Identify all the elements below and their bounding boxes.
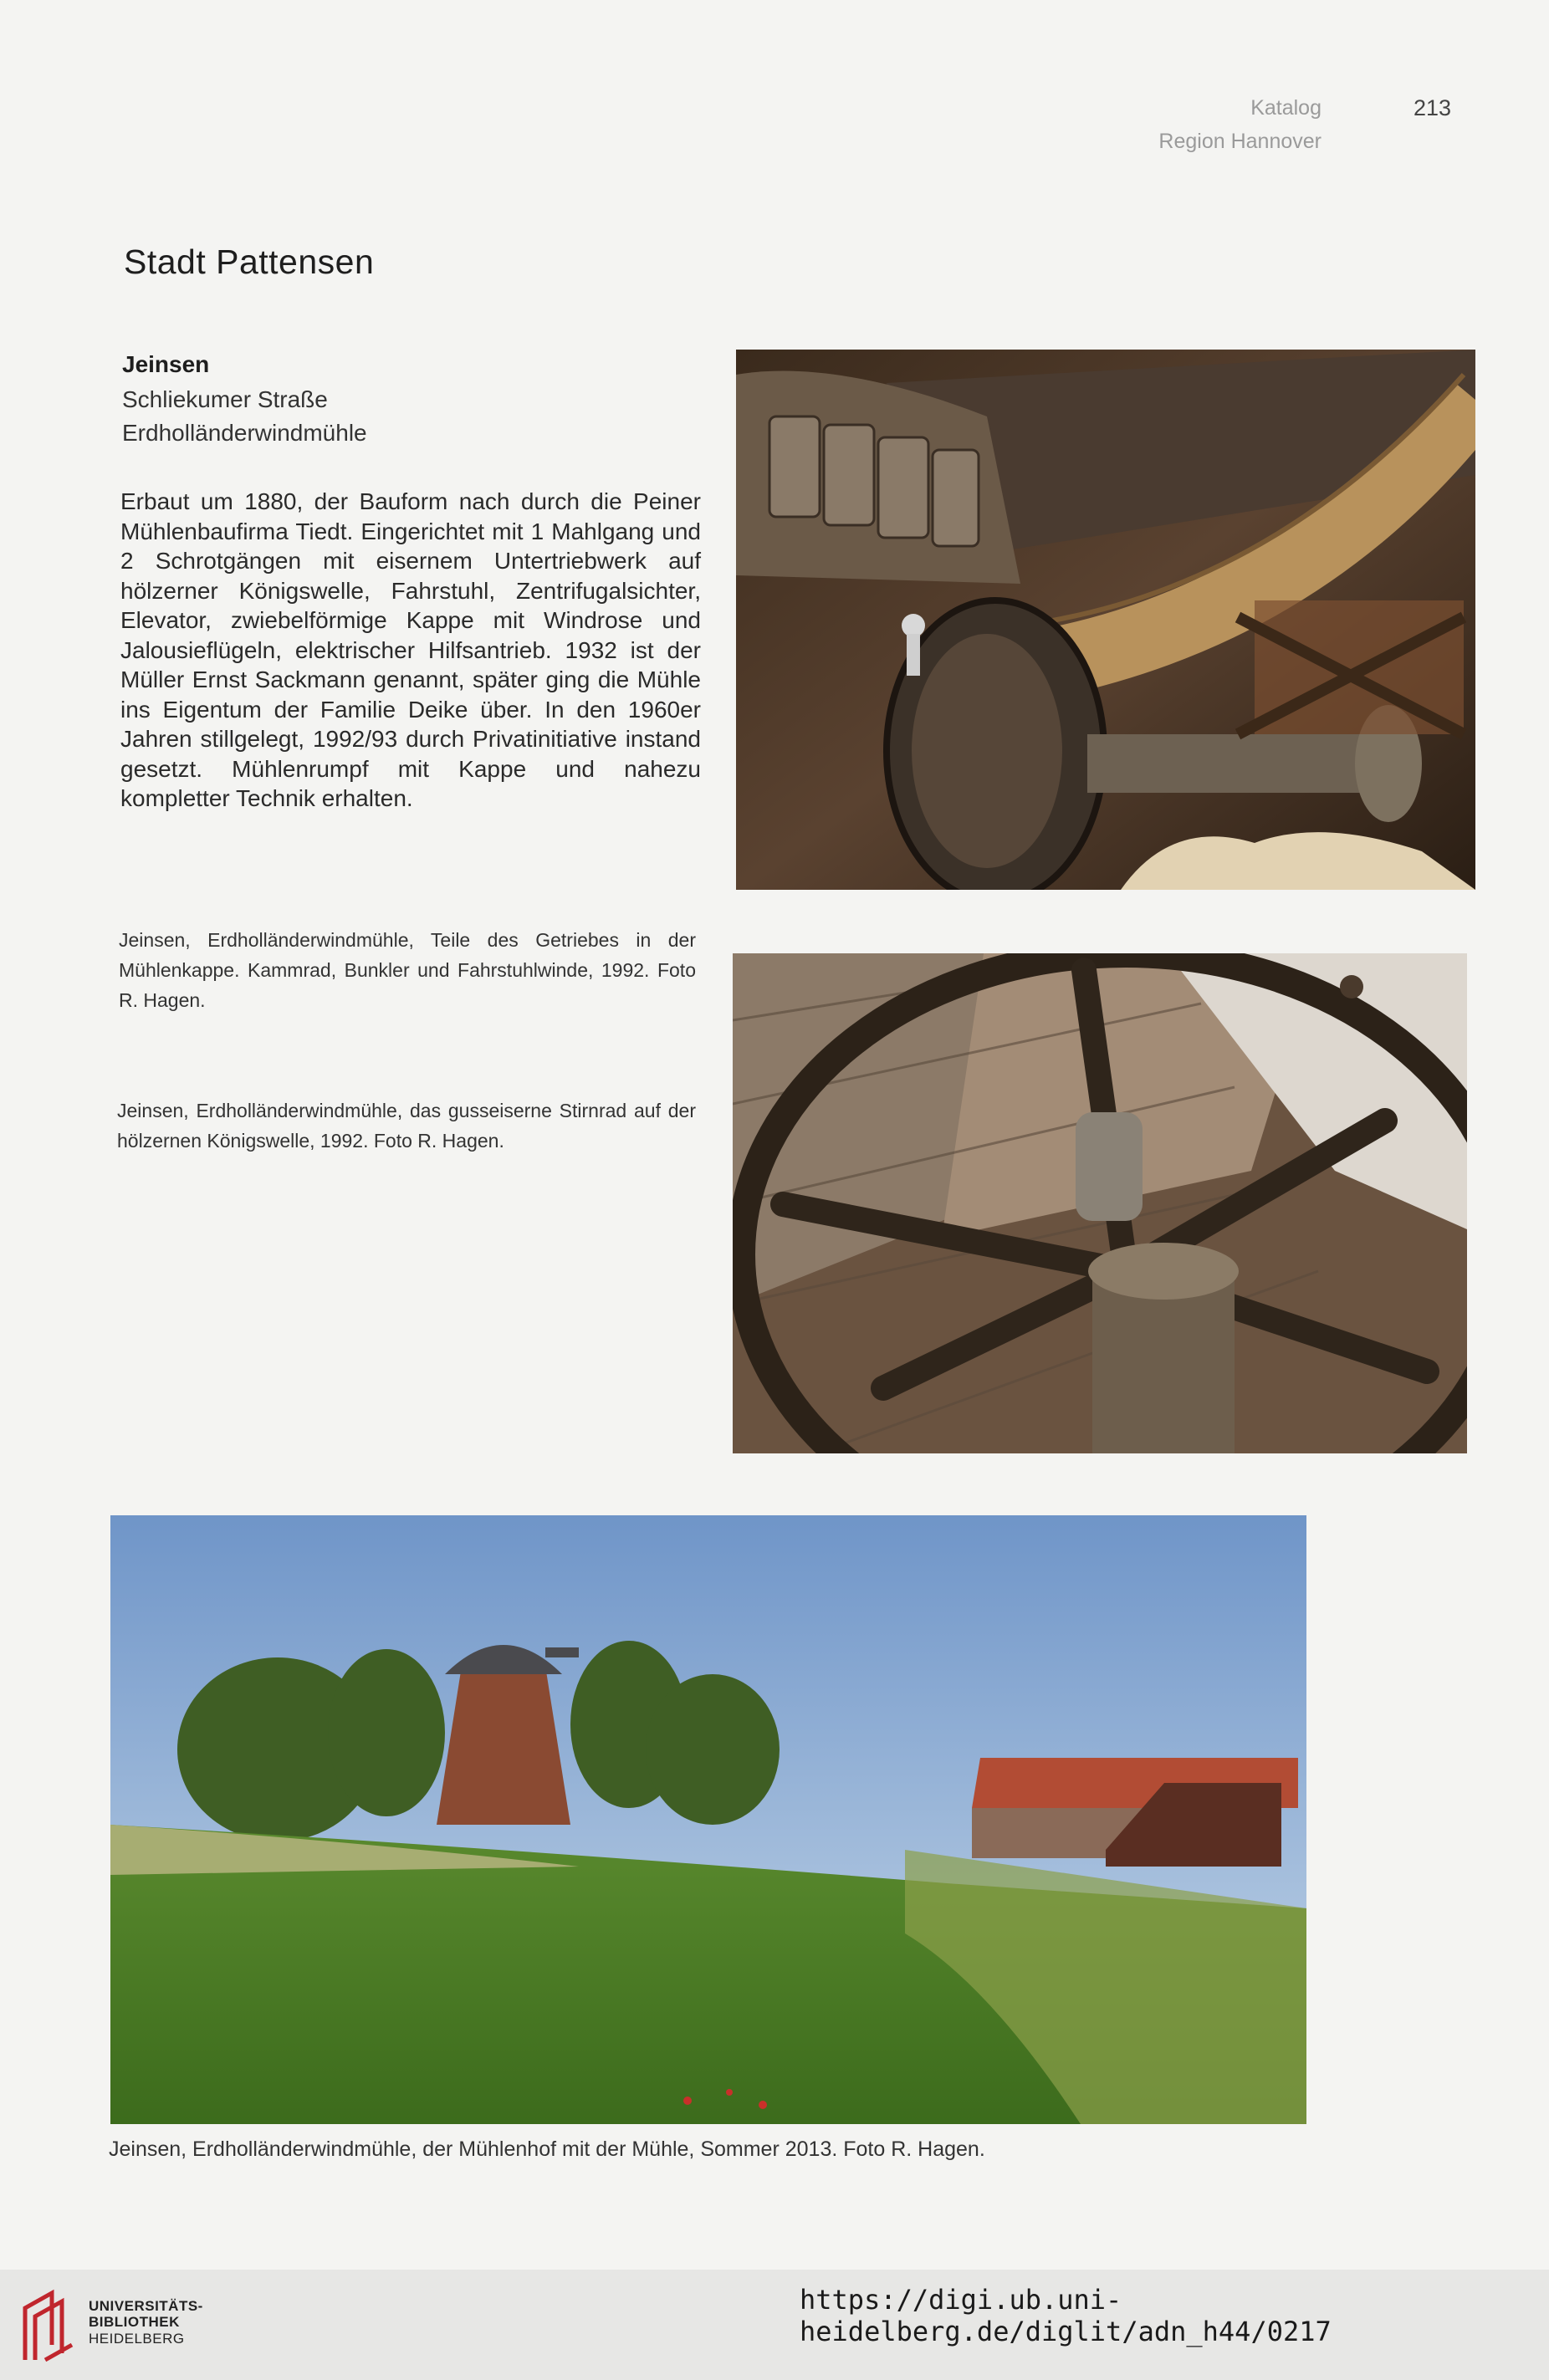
library-city: HEIDELBERG: [89, 2331, 185, 2347]
library-name-line1: UNIVERSITÄTS-: [89, 2298, 203, 2314]
photo-mill-yard: [110, 1515, 1306, 2124]
running-header-region: Region Hannover: [1158, 130, 1322, 153]
caption-photo-1: Jeinsen, Erdholländerwindmühle, Teile des Getriebes in der Mühlenkappe. Kammrad, Bunkler und Fahrstuhlwinde, 1992. Foto R. Hagen.: [119, 929, 696, 1011]
running-header-section: Katalog: [1250, 96, 1322, 120]
library-logo-icon[interactable]: [18, 2283, 79, 2367]
caption-photo-2: Jeinsen, Erdholländerwindmühle, das gusseiserne Stirnrad auf der hölzernen Königswelle, 1992. Foto R. Hagen.: [117, 1100, 696, 1152]
library-name: [89, 2298, 203, 2330]
page-number: 213: [1414, 95, 1452, 120]
permalink-url[interactable]: https://digi.ub.uni-heidelberg.de/diglit/adn_h44/0217: [800, 2284, 1332, 2347]
library-name-line2: BIBLIOTHEK: [89, 2314, 180, 2330]
photo-spur-wheel: [733, 953, 1467, 1453]
entry-mill-type: Erdholländerwindmühle: [122, 420, 367, 446]
entry-place: Jeinsen: [122, 351, 210, 377]
entry-description: Erbaut um 1880, der Bauform nach durch die Peiner Mühlenbaufirma Tiedt. Eingerichtet mit 1 Mahlgang und 2 Schrotgängen mit eisernem Untertriebwerk auf hölzerner Königswelle, Fahrstuhl, Zentrifugalsichter, Elevator, zwiebelförmige Kappe mit Windrose und Jalousieflügeln, elektrischer Hilfsantrieb. 1932 ist der Müller Ernst Sackmann genannt, später ging die Mühle ins Eigentum der Familie Deike über. In den 1960er Jahren stillgelegt, 1992/93 durch Privatinitiative instand gesetzt. Mühlenrumpf mit Kappe und nahezu kompletter Technik erhalten.: [120, 488, 701, 811]
photo-gear-parts: [736, 350, 1475, 890]
entry-street: Schliekumer Straße: [122, 386, 328, 412]
caption-photo-3: Jeinsen, Erdholländerwindmühle, der Mühlenhof mit der Mühle, Sommer 2013. Foto R. Hagen.: [109, 2137, 985, 2161]
page-title: Stadt Pattensen: [124, 243, 375, 281]
